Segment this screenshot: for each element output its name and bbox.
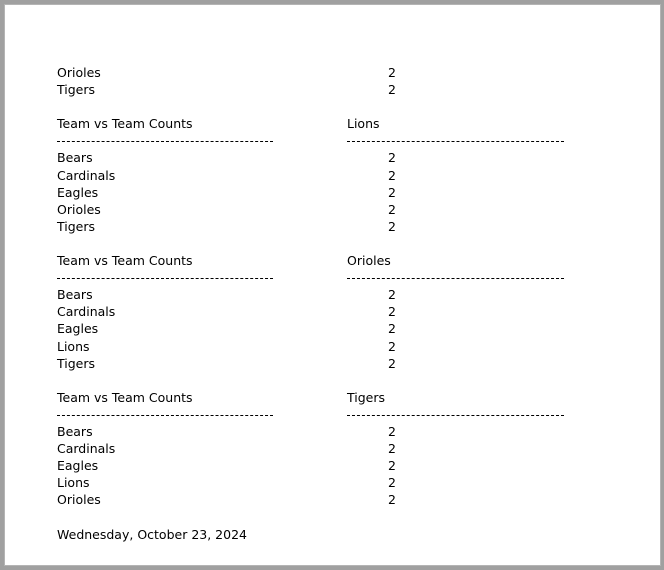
- table-row: [57, 81, 396, 98]
- row-count: 2: [388, 82, 396, 98]
- row-count: 2: [388, 201, 396, 217]
- table-row: [57, 218, 396, 235]
- section-header: [57, 389, 386, 406]
- row-count: 2: [388, 321, 396, 337]
- table-row: [57, 184, 396, 201]
- table-row: [57, 201, 396, 218]
- section-header: [57, 252, 391, 269]
- spacer: [57, 372, 247, 389]
- section-divider: [57, 406, 247, 423]
- row-team: Bears: [57, 150, 93, 166]
- section-orioles: [57, 252, 396, 372]
- row-count: 2: [388, 167, 396, 183]
- section-title: Team vs Team Counts: [57, 253, 193, 269]
- row-count: 2: [388, 287, 396, 303]
- row-count: 2: [388, 150, 396, 166]
- row-team: Tigers: [57, 218, 96, 234]
- row-count: 2: [388, 338, 396, 354]
- report-content: [57, 64, 396, 543]
- table-row: [57, 167, 396, 184]
- section-title: Team vs Team Counts: [57, 116, 193, 132]
- table-row: [57, 64, 396, 81]
- row-team: Cardinals: [57, 441, 116, 457]
- table-row: [57, 491, 396, 508]
- section-tigers: [57, 389, 396, 509]
- section-team: Tigers: [347, 389, 386, 405]
- row-team: Eagles: [57, 458, 99, 474]
- table-row: [57, 440, 396, 457]
- table-row: [57, 149, 396, 166]
- spacer: [57, 508, 247, 525]
- divider-left: [57, 415, 273, 416]
- table-row: [57, 423, 396, 440]
- spacer: [57, 98, 247, 115]
- table-row: [57, 457, 396, 474]
- section-divider: [57, 269, 247, 286]
- row-count: 2: [388, 492, 396, 508]
- section-title: Team vs Team Counts: [57, 389, 193, 405]
- row-team: Orioles: [57, 65, 101, 80]
- table-row: [57, 338, 396, 355]
- table-row: [57, 355, 396, 372]
- row-count: 2: [388, 304, 396, 320]
- row-count: 2: [388, 355, 396, 371]
- intro-block: [57, 64, 396, 98]
- row-team: Cardinals: [57, 167, 116, 183]
- table-row: [57, 286, 396, 303]
- row-team: Tigers: [57, 355, 96, 371]
- section-lions: [57, 115, 396, 235]
- divider-right: [347, 415, 564, 416]
- table-row: [57, 474, 396, 491]
- row-count: 2: [388, 218, 396, 234]
- row-count: 2: [388, 423, 396, 439]
- section-divider: [57, 132, 247, 149]
- row-team: Eagles: [57, 321, 99, 337]
- row-team: Orioles: [57, 201, 101, 217]
- divider-left: [57, 278, 273, 279]
- row-team: Lions: [57, 338, 90, 354]
- row-team: Tigers: [57, 82, 96, 98]
- section-team: Orioles: [347, 253, 391, 269]
- row-count: 2: [388, 65, 396, 80]
- row-count: 2: [388, 184, 396, 200]
- row-team: Cardinals: [57, 304, 116, 320]
- divider-right: [347, 141, 564, 142]
- section-header: [57, 115, 380, 132]
- report-page: [5, 5, 660, 565]
- section-team: Lions: [347, 116, 380, 132]
- row-team: Lions: [57, 475, 90, 491]
- divider-left: [57, 141, 273, 142]
- report-date: Wednesday, October 23, 2024: [57, 526, 247, 542]
- row-count: 2: [388, 475, 396, 491]
- row-team: Eagles: [57, 184, 99, 200]
- divider-right: [347, 278, 564, 279]
- row-team: Bears: [57, 287, 93, 303]
- row-count: 2: [388, 458, 396, 474]
- row-team: Bears: [57, 423, 93, 439]
- row-count: 2: [388, 441, 396, 457]
- row-team: Orioles: [57, 492, 101, 508]
- spacer: [57, 235, 247, 252]
- table-row: [57, 303, 396, 320]
- table-row: [57, 320, 396, 337]
